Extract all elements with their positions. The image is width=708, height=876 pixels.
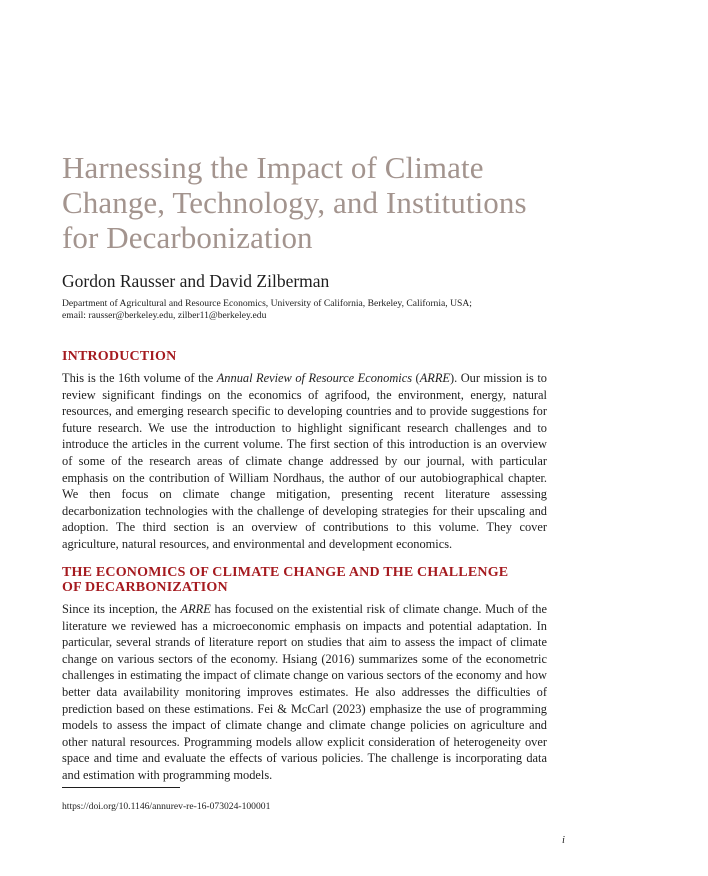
title-line: Harnessing the Impact of Climate <box>62 150 484 185</box>
footnote-rule <box>62 787 180 788</box>
intro-text-rest: ). Our mission is to review significant findings on the economics of agrifood, the environment, energy, natural resources, and emerging research specific to developing countries and to provide suggestions for future research. We use the introduction to highlight significant research challenges and to introduce the articles in the current volume. The first section of this introduction is an overview of some of the research areas of climate change addressed by our journal, with particular emphasis on the contribution of William Nordhaus, the author of our autobiographical chapter. We then focus on climate change mitigation, presenting recent literature assessing decarbonization technologies with the challenge of developing strategies for their upscaling and adoption. The third section is an overview of contributions to this volume. They cover agriculture, natural resources, and environmental and development economics. <box>62 371 547 551</box>
introduction-heading-text: INTRODUCTION <box>62 349 177 364</box>
journal-abbrev: ARRE <box>419 371 450 385</box>
intro-text-start: This is the 16th volume of the <box>62 371 217 385</box>
introduction-heading <box>62 349 582 364</box>
page-number: i <box>562 835 565 846</box>
economics-heading-line2: OF DECARBONIZATION <box>62 580 228 595</box>
economics-section-heading <box>62 565 582 595</box>
affiliation-email: email: rausser@berkeley.edu, zilber11@berkeley.edu <box>62 310 267 321</box>
authors: Gordon Rausser and David Zilberman <box>62 271 330 291</box>
article-title <box>62 150 582 255</box>
intro-open-paren: ( <box>412 371 420 385</box>
affiliation-department: Department of Agricultural and Resource Economics, University of California, Berkeley, California, USA; <box>62 298 472 309</box>
journal-name: Annual Review of Resource Economics <box>216 371 413 385</box>
title-line: Change, Technology, and Institutions <box>62 185 527 220</box>
economics-text-start: Since its inception, the <box>62 602 181 616</box>
doi-link[interactable]: https://doi.org/10.1146/annurev-re-16-073024-100001 <box>62 801 271 812</box>
introduction-paragraph <box>62 370 547 553</box>
title-line: for Decarbonization <box>62 220 313 255</box>
affiliation <box>62 298 642 322</box>
economics-paragraph <box>62 601 547 784</box>
journal-abbrev: ARRE <box>180 602 211 616</box>
economics-text-rest: has focused on the existential risk of climate change. Much of the literature we reviewed has a microeconomic emphasis on impacts and potential adaptation. In particular, several strands of literature report on studies that aim to assess the impact of climate change on various sectors of the economy. Hsiang (2016) summarizes some of the econometric challenges in estimating the impact of climate change on various sectors of the economy and how better data availability monitoring improves estimates. He also addresses the difficulties of prediction based on these estimations. Fei & McCarl (2023) emphasize the use of programming models to assess the impact of climate change and climate change policies on agriculture and other natural resources. Programming models allow explicit consideration of heterogeneity over space and time and evaluate the effects of various policies. The challenge is incorporating data and estimation with programming models. <box>62 602 547 782</box>
economics-heading-line1: THE ECONOMICS OF CLIMATE CHANGE AND THE CHALLENGE <box>62 565 509 580</box>
